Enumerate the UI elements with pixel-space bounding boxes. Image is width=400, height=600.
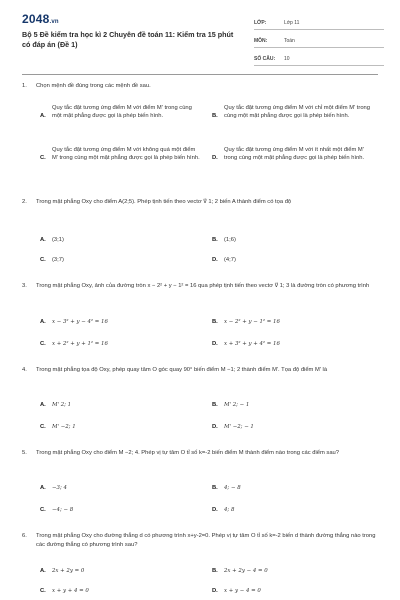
option-text: M' −2; − 1 [224,424,254,430]
meta-label: SỐ CÂU: [254,55,276,62]
question-text: Trong mặt phẳng tọa độ Oxy, phép quay tâm O góc quay 90° biến điểm M −1; 2 thành điểm M'. Tọa độ điểm M' là [36,367,328,373]
option-letter: A. [40,568,46,574]
document-title: Bộ 5 Đề kiểm tra học kì 2 Chuyên đề toán 11: Kiểm tra 15 phút có đáp án (Đề 1) [22,30,234,49]
option-text: (3;7) [52,257,64,263]
option-letter: D. [212,155,218,161]
option-letter: C. [40,588,46,594]
meta-row-subject [254,34,384,48]
option-text: x + y − 4 = 0 [224,588,261,594]
option-letter: B. [212,485,218,491]
question-number: 3. [22,283,27,289]
meta-value: Lớp 11 [284,19,300,26]
option-text: x + 3² + y + 4² = 16 [224,341,280,347]
meta-value: 10 [284,55,290,62]
option-text: 2x + 2y − 4 = 0 [224,568,268,574]
option-letter: D. [212,424,218,430]
option-letter: B. [212,237,218,243]
question-number: 5. [22,450,27,456]
option-text: Quy tắc đặt tương ứng điểm M với điểm M' trong cùng một mặt phẳng được gọi là phép biến hình. [52,105,192,119]
header-divider [22,74,378,75]
option-text: Quy tắc đặt tương ứng điểm M với chỉ một điểm M' trong cùng một mặt phẳng được gọi là phép biến hình. [224,105,370,119]
meta-label: LỚP: [254,19,267,26]
option-text: x − 3² + y − 4² = 16 [52,319,108,325]
option-text: x + 2² + y + 1² = 16 [52,341,108,347]
option-text: x − 2² + y − 1² = 16 [224,319,280,325]
option-text: M' 2; 1 [52,402,72,408]
option-letter: D. [212,588,218,594]
option-letter: B. [212,568,218,574]
option-text: Quy tắc đặt tương ứng điểm M với không quá một điểm M' trong cùng một mặt phẳng được gọi là phép biến hình. [52,147,200,161]
option-text: 4; − 8 [224,485,241,491]
option-letter: D. [212,257,218,263]
option-text: M' −2; 1 [52,424,76,430]
option-letter: B. [212,319,218,325]
document-header [22,12,382,70]
question-number: 6. [22,533,27,539]
option-text: M' 2; − 1 [224,402,250,408]
site-logo[interactable] [22,12,59,26]
option-letter: B. [212,113,218,119]
meta-label: MÔN: [254,37,268,44]
question-text: Trong mặt phẳng Oxy cho điểm A(2;5). Phép tịnh tiến theo vectơ v⃗ 1; 2 biến A thành điểm có tọa độ [36,199,292,205]
question-number: 1. [22,83,27,89]
option-letter: A. [40,113,46,119]
question-text: Trong mặt phẳng Oxy cho đường thẳng d có phương trình x+y-2=0. Phép vị tự tâm O tỉ số k=-2 biến d thành đường thẳng nào trong các đường thẳng có phương trình sau? [36,533,376,548]
option-letter: C. [40,424,46,430]
question-number: 4. [22,367,27,373]
option-text: (1;6) [224,237,236,243]
meta-value: Toán [284,37,295,44]
option-letter: B. [212,402,218,408]
option-letter: D. [212,507,218,513]
option-text: (3;1) [52,237,64,243]
question-number: 2. [22,199,27,205]
option-letter: A. [40,237,46,243]
logo-text: 2048 [22,12,50,26]
option-text: 4; 8 [224,507,235,513]
option-letter: D. [212,341,218,347]
option-text: (4;7) [224,257,236,263]
option-text: 2x + 2y = 0 [52,568,85,574]
option-letter: C. [40,257,46,263]
meta-panel [254,16,384,70]
option-letter: C. [40,155,46,161]
question-text: Trong mặt phẳng Oxy cho điểm M −2; 4. Phép vị tự tâm O tỉ số k=-2 biến điểm M thành điểm nào trong các điểm sau? [36,450,339,456]
option-letter: C. [40,341,46,347]
meta-row-class [254,16,384,30]
question-text: Trong mặt phẳng Oxy, ảnh của đường tròn x − 2² + y − 1² = 16 qua phép tịnh tiến theo vectơ v⃗ 1; 3 là đường tròn có phương trình [36,283,370,289]
option-text: Quy tắc đặt tương ứng điểm M với ít nhất một điểm M' trong cùng một mặt phẳng được gọi là phép biến hình. [224,147,365,161]
option-text: −4; − 8 [52,507,74,513]
option-letter: A. [40,402,46,408]
option-text: x + y + 4 = 0 [52,588,89,594]
option-text: −3; 4 [52,485,67,491]
question-text: Chọn mệnh đề đúng trong các mệnh đề sau. [36,83,151,89]
option-letter: C. [40,507,46,513]
option-letter: A. [40,485,46,491]
option-letter: A. [40,319,46,325]
meta-row-count [254,52,384,66]
logo-suffix: .vn [49,19,59,25]
